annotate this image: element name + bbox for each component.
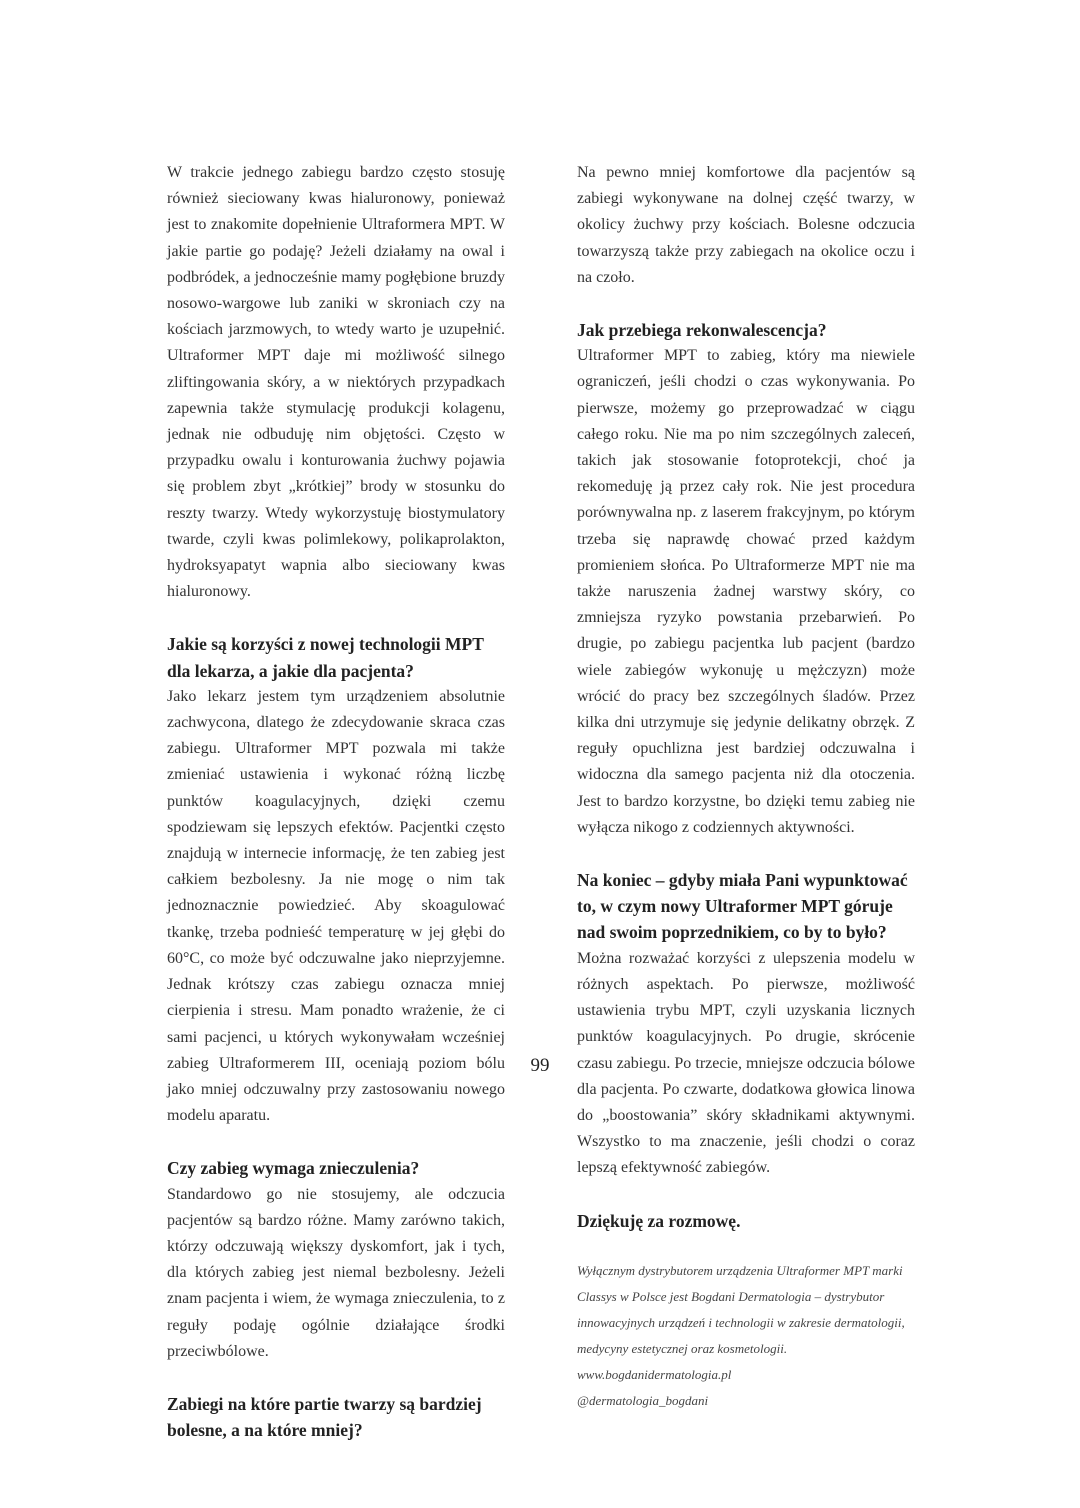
distributor-note-line: medycyny estetycznej oraz kosmetologii. — [577, 1340, 788, 1356]
left-column — [167, 160, 505, 1443]
question-benefits-heading: Jakie są korzyści z nowej technologii MPT dla lekarza, a jakie dla pacjenta? — [167, 634, 484, 681]
answer-advantages: Można rozważać korzyści z ulepszenia modelu w różnych aspektach. Po pierwsze, możliwość ustawienia trybu MPT, czyli uzyskania licznych punktów koagulacyjnych. Po drugie, skrócenie czasu zabiegu. Po trzecie, mniejsze odczucia bólowe dla pacjenta. Po czwarte, dodatkowa głowica linowa do „boostowania” skóry składnikami aktywnymi. Wszystko to ma znaczenie, jeśli chodzi o coraz lepszą efektywność zabiegów. — [577, 949, 915, 1177]
question-advantages-heading: Na koniec – gdyby miała Pani wypunktować to, w czym nowy Ultraformer MPT góruje nad swoim poprzednikiem, co by to było? — [577, 870, 908, 943]
answer-anesthesia: Standardowo go nie stosujemy, ale odczucia pacjentów są bardzo różne. Mamy zarówno takich, którzy odczuwają większy dyskomfort, jak i tych, dla których zabieg jest niemal bezbolesny. Jeżeli znam pacjenta i wiem, że wymaga znieczulenia, to z reguły podaję ogólnie działające środki przeciwbólowe. — [167, 1185, 505, 1360]
distributor-note — [577, 1258, 915, 1414]
answer-painful-areas: Na pewno mniej komfortowe dla pacjentów są zabiegi wykonywane na dolnej część twarzy, w okolicy żuchwy przy kościach. Bolesne odczucia towarzyszą także przy zabiegach na okolice oczu i na czoło. — [577, 164, 915, 286]
question-recovery-heading: Jak przebiega rekonwalescencja? — [577, 320, 827, 341]
thanks-heading: Dziękuję za rozmowę. — [577, 1210, 741, 1231]
distributor-note-line: Classys w Polsce jest Bogdani Dermatologia – dystrybutor — [577, 1288, 885, 1304]
website-link[interactable]: www.bogdanidermatologia.pl — [577, 1366, 732, 1382]
distributor-note-line: Wyłącznym dystrybutorem urządzenia Ultraformer MPT marki — [577, 1262, 903, 1278]
answer-recovery: Ultraformer MPT to zabieg, który ma niewiele ograniczeń, jeśli chodzi o czas wykonywania. Po pierwsze, możemy go przeprowadzać w ciągu całego roku. Nie ma po nim szczególnych zaleceń, takich jak stosowanie fotoprotekcji, choć ja rekomeduję ją przez cały rok. Nie jest procedura porównywalna np. z laserem frakcyjnym, po którym trzeba się naprawdę chować przed każdym promieniem słońca. Po Ultraformerze MPT nie ma także naruszenia żadnej warstwy skóry, co zmniejsza ryzyko powstania przebarwień. Po drugie, po zabiegu pacjentka lub pacjent (bardzo wiele zabiegów wykonuję u mężczyzn) może wrócić do pracy bez szczególnych śladów. Przez kilka dni utrzymuje się jedynie delikatny obrzęk. Z reguły opuchlizna jest bardziej odczuwalna i widoczna dla samego pacjenta niż dla otoczenia. Jest to bardzo korzystne, bo dzięki temu zabieg nie wyłącza nikogo z codziennych aktywności. — [577, 347, 915, 836]
intro-paragraph: W trakcie jednego zabiegu bardzo często stosuję również sieciowany kwas hialuronowy, ponieważ jest to znakomite dopełnienie Ultraformera MPT. W jakie partie go podaję? Jeżeli działamy na owal i podbródek, a jednocześnie mamy pogłębione bruzdy nosowo-wargowe lub zaniki w skroniach czy na kościach jarzmowych, to wtedy warto je uzupełnić. Ultraformer MPT daje mi możliwość silnego zliftingowania skóry, a w niektórych przypadkach zapewnia także stymulację produkcji kolagenu, jednak nie odbuduję nim objętości. Często w przypadku owalu i konturowania żuchwy pojawia się problem zbyt „krótkiej” brody w stosunku do reszty twarzy. Wtedy wykorzystuję biostymulatory twarde, czyli kwas polimlekowy, polikaprolakton, hydroksyapatyt wapnia albo sieciowany kwas hialuronowy. — [167, 164, 505, 601]
question-painful-areas-heading: Zabiegi na które partie twarzy są bardziej bolesne, a na które mniej? — [167, 1393, 482, 1441]
answer-benefits: Jako lekarz jestem tym urządzeniem absolutnie zachwycona, dlatego że zdecydowanie skraca czas zabiegu. Ultraformer MPT pozwala mi także zmieniać ustawienia i wykonać różną liczbę punktów koagulacyjnych, dzięki czemu spodziewam się lepszych efektów. Pacjentki często znajdują w internecie informację, że ten zabieg jest całkiem bezbolesny. Ja nie mogę o nim tak jednoznacznie powiedzieć. Aby skoagulować tkankę, trzeba podnieść temperaturę w jej głębi do 60°C, co może być odczuwalne jako nieprzyjemne. Jednak krótszy czas zabiegu oznacza mniej cierpienia i stresu. Mam ponadto wrażenie, że ci sami pacjenci, u których wykonywałam wcześniej zabieg Ultraformerem III, oceniają poziom bólu jako mniej odczuwalny przy zastosowaniu nowego modelu aparatu. — [167, 687, 505, 1125]
social-handle[interactable]: @dermatologia_bogdani — [577, 1392, 709, 1408]
page-number: 99 — [530, 1055, 550, 1076]
right-column — [577, 160, 915, 1414]
question-anesthesia-heading: Czy zabieg wymaga znieczulenia? — [167, 1158, 420, 1179]
distributor-note-line: innowacyjnych urządzeń i technologii w zakresie dermatologii, — [577, 1314, 905, 1330]
